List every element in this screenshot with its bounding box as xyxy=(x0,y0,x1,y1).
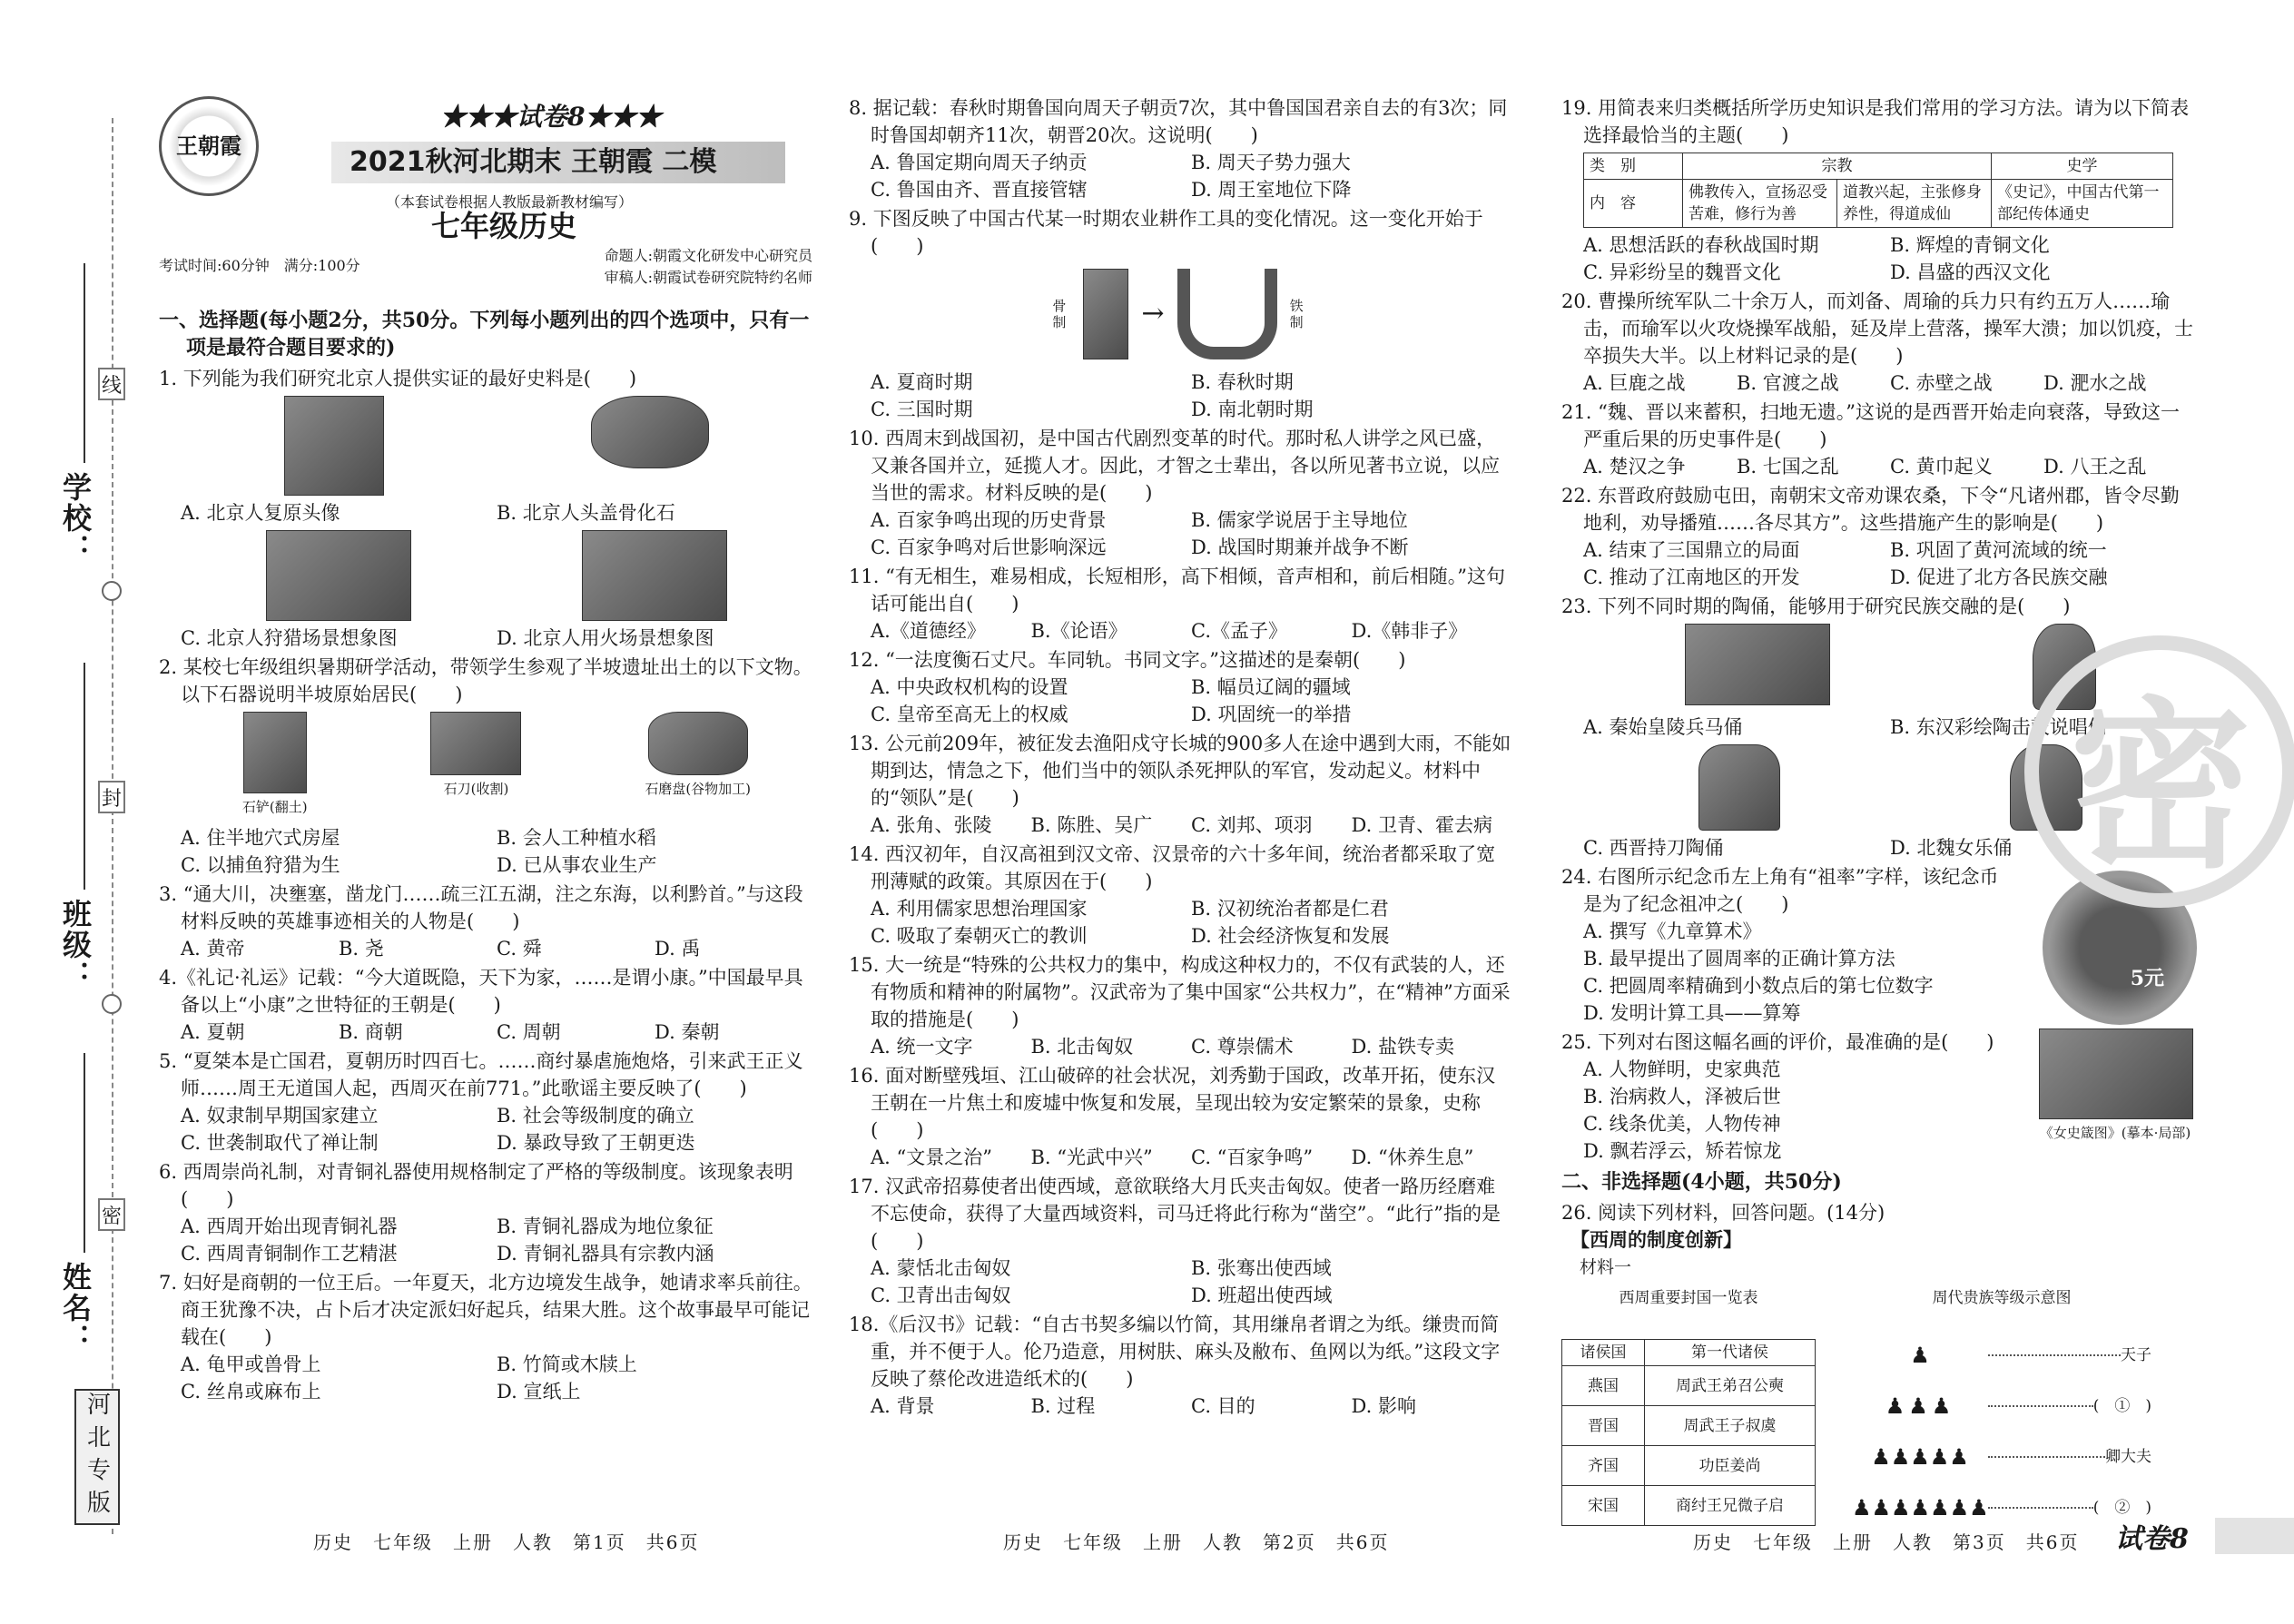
table-header: 宗教 xyxy=(1683,153,1992,180)
table-cell: 晋国 xyxy=(1562,1406,1645,1446)
hierarchy-diagram xyxy=(1852,1284,2151,1533)
question-stem: 22. 东晋政府鼓励屯田，南朝宋文帝劝课农桑，下令“凡诸州郡，皆令尽勤地利，劝导播殖……各尽其方”。这些措施产生的影响是( ) xyxy=(1561,485,2180,534)
question-stem: 20. 曹操所统军队二十余万人，而刘备、周瑜的兵力只有约五万人……瑜击，而瑜军以火攻烧操军战船，延及岸上营落，操军大溃；加以饥疫，士卒损失大半。以上材料记录的是( ) xyxy=(1561,290,2193,367)
options xyxy=(1561,536,2197,591)
option-c[interactable]: C. 北京人狩猎场景想象图 xyxy=(181,627,398,649)
binding-dashed-line xyxy=(112,118,113,1534)
question-20 xyxy=(1561,288,2197,397)
image-caption: 石刀(收割) xyxy=(443,781,509,797)
question-19 xyxy=(1561,94,2197,286)
figure-icon: ♟♟♟ xyxy=(1885,1393,1955,1419)
question-stem: 13. 公元前209年，被征发去渔阳戍守长城的900多人在途中遇到大雨，不能如期到达，情急之下，他们当中的领队杀死押队的军官，发动起义。材料中的“领队”是( ) xyxy=(849,733,1511,809)
option-c[interactable]: C. 尊崇儒术 xyxy=(1191,1036,1294,1058)
name-label: 姓名： xyxy=(58,1262,93,1354)
topic-heading: 【西周的制度创新】 xyxy=(1570,1228,1742,1251)
options xyxy=(849,507,1511,561)
options xyxy=(1561,1056,2015,1165)
page-footer-2: 历史 七年级 上册 人教 第2页 共6页 xyxy=(1003,1531,1390,1553)
option-d[interactable]: D. 社会经济恢复和发展 xyxy=(1191,925,1390,947)
option-d[interactable]: D. 卫青、霍去病 xyxy=(1351,814,1492,836)
option-d[interactable]: D. 周王室地位下降 xyxy=(1191,179,1352,201)
option-a[interactable]: A. 鲁国定期向周天子纳贡 xyxy=(871,152,1088,173)
question-stem: 10. 西周末到战国初，是中国古代剧烈变革的时代。那时私人讲学之风已盛，又兼各国并立，延揽人才。因此，才智之士辈出，各以所见著书立说，以应当世的需求。材料反映的是( ) xyxy=(849,428,1500,504)
option-a[interactable]: A. 中央政权机构的设置 xyxy=(871,676,1068,698)
main-title: 2021秋河北期末 王朝霞 二模 xyxy=(331,142,785,183)
grinding-slab xyxy=(645,712,751,821)
option-c[interactable]: C. 推动了江南地区的开发 xyxy=(1583,566,1800,588)
figure-icon: ♟♟♟♟♟♟♟ xyxy=(1852,1495,1989,1521)
option-a[interactable]: A. 蒙恬北击匈奴 xyxy=(871,1257,1011,1279)
option-b[interactable]: B. 北击匈奴 xyxy=(1030,1036,1134,1058)
option-a[interactable]: A. 人物鲜明，史家典范 xyxy=(1583,1058,1781,1080)
edition-badge: 河北专版 xyxy=(74,1389,120,1525)
subject-title: 七年级历史 xyxy=(431,209,577,243)
options xyxy=(849,1144,1511,1171)
options xyxy=(159,824,812,879)
fire-scene-image xyxy=(582,530,727,621)
table-row-label: 内 容 xyxy=(1584,180,1683,228)
option-d[interactable]: D. 盐铁专卖 xyxy=(1351,1036,1454,1058)
table-header: 史学 xyxy=(1992,153,2173,180)
question-8 xyxy=(849,94,1511,203)
option-b[interactable]: B. 社会等级制度的确立 xyxy=(497,1105,694,1127)
iron-tool-image xyxy=(1177,269,1277,359)
table-header: 第一代诸侯 xyxy=(1645,1340,1816,1366)
bust-image xyxy=(284,396,384,496)
corner-strip xyxy=(2215,1518,2294,1554)
table-row xyxy=(1562,1446,1816,1486)
table-cell: 《史记》，中国古代第一部纪传体通史 xyxy=(1992,180,2173,228)
option-b[interactable]: B. 东汉彩绘陶击鼓说唱俑 xyxy=(1890,716,2107,738)
question-stem: 14. 西汉初年，自汉高祖到汉文帝、汉景帝的六十多年间，统治者都采取了宽刑薄赋的政策。其原因在于( ) xyxy=(849,843,1496,892)
option-c[interactable]: C. 世袭制取代了禅让制 xyxy=(181,1132,379,1154)
table-row xyxy=(1562,1486,1816,1526)
edition-note: （本套试卷根据人教版最新教材编写） xyxy=(386,193,634,211)
option-c[interactable]: C. 皇帝至高无上的权威 xyxy=(871,704,1068,725)
option-b[interactable]: B.《论语》 xyxy=(1030,620,1127,642)
material-figures xyxy=(1561,1284,2197,1533)
question-26 xyxy=(1561,1199,2197,1533)
school-label: 学校： xyxy=(58,472,93,565)
question-stem: 16. 面对断壁残垣、江山破碎的社会状况，刘秀勤于国政，改革开拓，使东汉王朝在一片焦土和废墟中恢复和发展，呈现出较为安定繁荣的景象，史称( ) xyxy=(849,1065,1496,1141)
hierarchy-diagram-title: 周代贵族等级示意图 xyxy=(1932,1289,2072,1307)
table-row xyxy=(1562,1406,1816,1446)
question-stem: 3. “通大川，决壅塞，凿龙门……疏三江五湖，注之东海，以利黔首。”与这段材料反映的英雄事迹相关的人物是( ) xyxy=(159,883,803,932)
option-b[interactable]: B. 青铜礼器成为地位象征 xyxy=(497,1216,714,1237)
option-d[interactable]: D. 促进了北方各民族交融 xyxy=(1890,566,2108,588)
options xyxy=(849,369,1511,423)
binding-mark-line: 线 xyxy=(98,368,125,400)
exam-credits xyxy=(605,245,812,289)
option-b[interactable]: B. 商朝 xyxy=(339,1021,403,1043)
option-c[interactable]: C.《孟子》 xyxy=(1191,620,1287,642)
option-b[interactable]: B. 过程 xyxy=(1030,1395,1096,1417)
option-b[interactable]: B. 七国之乱 xyxy=(1737,456,1839,477)
option-c[interactable]: C. 线条优美，人物传神 xyxy=(1583,1113,1781,1135)
binding-hole xyxy=(102,994,122,1014)
table-cell: 佛教传入，宣扬忍受苦难，修行为善 xyxy=(1683,180,1837,228)
option-a[interactable]: A. 巨鹿之战 xyxy=(1583,372,1686,394)
iron-tool-label: 铁制 xyxy=(1289,298,1304,330)
hunting-scene-image xyxy=(266,530,411,621)
options xyxy=(1561,453,2197,480)
option-d[interactable]: D. 八王之乱 xyxy=(2043,456,2147,477)
option-d[interactable]: D. 宣纸上 xyxy=(497,1381,581,1403)
option-c[interactable]: C. 把圆周率精确到小数点后的第七位数字 xyxy=(1583,975,1934,997)
coin-value: 5元 xyxy=(2130,967,2164,990)
painting-caption: 《女史箴图》(摹本·局部) xyxy=(2039,1125,2191,1141)
question-stem: 23. 下列不同时期的陶俑，能够用于研究民族交融的是( ) xyxy=(1561,595,2071,617)
question-3 xyxy=(159,881,812,962)
bone-tool-image xyxy=(1083,269,1128,359)
question-stem: 4.《礼记·礼运》记载：“今大道既隐，天下为家，……是谓小康。”中国最早具备以上“小康”之世特征的王朝是( ) xyxy=(159,967,803,1016)
option-c[interactable]: C. 刘邦、项羽 xyxy=(1191,814,1313,836)
options xyxy=(1561,369,2197,397)
option-a[interactable]: A. 黄帝 xyxy=(181,938,245,960)
option-b[interactable]: B. 周天子势力强大 xyxy=(1191,152,1351,173)
painting-figure xyxy=(2033,1029,2197,1147)
option-d[interactable]: D. 已从事农业生产 xyxy=(497,854,657,876)
question-6 xyxy=(159,1158,812,1267)
figure-icon: ♟ xyxy=(1910,1343,1930,1368)
hierarchy-level xyxy=(1852,1381,2151,1432)
question-stem: 24. 右图所示纪念币左上角有“祖率”字样，该纪念币是为了纪念祖冲之( ) xyxy=(1561,866,1999,915)
question-stem: 26. 阅读下列材料，回答问题。(14分) xyxy=(1561,1202,1885,1224)
option-d[interactable]: D. 暴政导致了王朝更迭 xyxy=(497,1132,695,1154)
publisher-logo xyxy=(159,96,259,196)
option-a[interactable]: A. 夏朝 xyxy=(181,1021,245,1043)
options xyxy=(849,1393,1511,1420)
option-a[interactable]: A. 北京人复原头像 xyxy=(181,502,340,524)
question-7 xyxy=(159,1269,812,1405)
question-stem: 1. 下列能为我们研究北京人提供实证的最好史料是( ) xyxy=(159,368,637,389)
options xyxy=(159,1102,812,1156)
paper-number: ★★★试卷8★★★ xyxy=(440,102,662,132)
options xyxy=(849,812,1511,839)
stone-knife-image xyxy=(430,712,521,775)
option-b[interactable]: B. “光武中兴” xyxy=(1030,1147,1153,1168)
question-14 xyxy=(849,841,1511,950)
option-a[interactable]: A. 统一文字 xyxy=(871,1036,973,1058)
option-c[interactable]: C. 舜 xyxy=(497,938,542,960)
question-stem: 12. “一法度衡石丈尺。车同轨。书同文字。”这描述的是秦朝( ) xyxy=(849,649,1406,671)
hierarchy-level xyxy=(1852,1330,2151,1381)
dotted-leader xyxy=(1988,1456,2105,1458)
option-b[interactable]: B. 最早提出了圆周率的正确计算方法 xyxy=(1583,948,1895,969)
option-c[interactable]: C. 周朝 xyxy=(497,1021,561,1043)
fief-table xyxy=(1561,1339,1816,1526)
column-page-1 xyxy=(159,91,812,1407)
option-a[interactable]: A. 楚汉之争 xyxy=(1583,456,1686,477)
option-b[interactable]: B. 官渡之战 xyxy=(1737,372,1839,394)
options xyxy=(1561,918,2033,1027)
bone-tool-label: 骨制 xyxy=(1052,298,1067,330)
binding-mark-secret: 密 xyxy=(98,1198,125,1231)
image-row xyxy=(159,530,812,621)
table-cell: 齐国 xyxy=(1562,1446,1645,1486)
options xyxy=(849,149,1511,203)
credit-author: 命题人:朝霞文化研发中心研究员 xyxy=(604,247,812,264)
name-field-line[interactable] xyxy=(84,1053,85,1253)
option-a[interactable]: A. 龟甲或兽骨上 xyxy=(181,1353,321,1375)
logo-text: 王朝霞 xyxy=(176,133,241,159)
option-b[interactable]: B. 竹简或木牍上 xyxy=(497,1353,637,1375)
question-stem: 25. 下列对右图这幅名画的评价，最准确的是( ) xyxy=(1561,1031,1994,1053)
painting-image xyxy=(2039,1029,2193,1119)
table-header: 类 别 xyxy=(1584,153,1683,180)
page-footer-1: 历史 七年级 上册 人教 第1页 共6页 xyxy=(313,1531,700,1553)
question-2 xyxy=(159,654,812,879)
question-stem: 21. “魏、晋以来蓄积，扫地无遗。”这说的是西晋开始走向衰落，导致这一严重后果的历史事件是( ) xyxy=(1561,401,2181,450)
option-a[interactable]: A. 奴隶制早期国家建立 xyxy=(181,1105,379,1127)
page-footer-3: 历史 七年级 上册 人教 第3页 共6页 xyxy=(1693,1531,2080,1553)
arrow-right-icon: → xyxy=(1141,298,1165,330)
option-d[interactable]: D. 北京人用火场景想象图 xyxy=(497,627,714,649)
stone-spade xyxy=(242,712,308,821)
terracotta-army-image xyxy=(1685,624,1830,705)
table-row xyxy=(1562,1366,1816,1406)
question-9 xyxy=(849,205,1511,423)
option-d[interactable]: D. 发明计算工具——算筹 xyxy=(1583,1002,1801,1024)
dotted-leader xyxy=(1988,1354,2121,1356)
option-a[interactable]: A. 张角、张陵 xyxy=(871,814,992,836)
option-d[interactable]: D. 战国时期兼并战争不断 xyxy=(1191,536,1409,558)
option-d[interactable]: D. 青铜礼器具有宗教内涵 xyxy=(497,1243,714,1265)
option-b[interactable]: B. 儒家学说居于主导地位 xyxy=(1191,509,1408,531)
question-4 xyxy=(159,964,812,1046)
option-c[interactable]: C. 赤壁之战 xyxy=(1890,372,1993,394)
question-25 xyxy=(1561,1029,2197,1165)
option-b[interactable]: B. 北京人头盖骨化石 xyxy=(497,502,675,524)
fief-table-title: 西周重要封国一览表 xyxy=(1619,1289,1758,1307)
question-stem: 15. 大一统是“特殊的公共权力的集中，构成这种权力的，不仅有武装的人，还有物质和精神的附属物”。汉武帝为了集中国家“公共权力”，在“精神”方面采取的措施是( ) xyxy=(849,954,1511,1030)
option-b[interactable]: B. 春秋时期 xyxy=(1191,371,1294,393)
options xyxy=(159,625,812,652)
option-a[interactable]: A. 夏商时期 xyxy=(871,371,973,393)
option-d[interactable]: D. 北魏女乐俑 xyxy=(1890,837,2013,859)
hierarchy-level xyxy=(1852,1432,2151,1482)
options xyxy=(159,1213,812,1267)
option-d[interactable]: D. 昌盛的西汉文化 xyxy=(1890,261,2051,283)
option-d[interactable]: D. 影响 xyxy=(1351,1395,1416,1417)
options xyxy=(849,1255,1511,1309)
option-b[interactable]: B. 治病救人，泽被后世 xyxy=(1583,1086,1781,1107)
option-c[interactable]: C. 吸取了秦朝灭亡的教训 xyxy=(871,925,1088,947)
options xyxy=(849,674,1511,728)
image-row xyxy=(159,396,812,496)
option-d[interactable]: D. 禹 xyxy=(655,938,701,960)
question-15 xyxy=(849,951,1511,1060)
summary-table xyxy=(1583,153,2173,228)
exam-meta: 考试时间:60分钟 满分:100分 xyxy=(159,257,360,274)
question-stem: 19. 用简表来归类概括所学历史知识是我们常用的学习方法。请为以下简表选择最恰当的主题( ) xyxy=(1561,97,2190,146)
grinding-slab-image xyxy=(648,712,748,775)
question-stem: 7. 妇好是商朝的一位王后。一年夏天，北方边境发生战争，她请求率兵前往。商王犹豫不决，占卜后才决定派妇好起兵，结果大胜。这个故事最早可能记载在( ) xyxy=(159,1272,812,1348)
question-18 xyxy=(849,1311,1511,1420)
question-10 xyxy=(849,425,1511,561)
options xyxy=(1561,231,2197,286)
option-c[interactable]: C. “百家争鸣” xyxy=(1191,1147,1314,1168)
option-c[interactable]: C. 三国时期 xyxy=(871,399,973,420)
options xyxy=(159,935,812,962)
question-stem: 5. “夏桀本是亡国君，夏朝历时四百七。……商纣暴虐施炮烙，引来武王正义师……周王无道国人起，西周灭在前771。”此歌谣主要反映了( ) xyxy=(159,1050,803,1099)
exam-header xyxy=(159,91,812,300)
option-b[interactable]: B. 汉初统治者都是仁君 xyxy=(1191,898,1389,920)
option-a[interactable]: A. “文景之治” xyxy=(871,1147,992,1168)
option-d[interactable]: D. 秦朝 xyxy=(655,1021,720,1043)
option-a[interactable]: A. 利用儒家思想治理国家 xyxy=(871,898,1088,920)
option-c[interactable]: C. 异彩纷呈的魏晋文化 xyxy=(1583,261,1781,283)
table-cell: 燕国 xyxy=(1562,1366,1645,1406)
question-stem: 11. “有无相生，难易相成，长短相形，高下相倾，音声相和，前后相随。”这句话可能出自( ) xyxy=(849,566,1506,615)
option-a[interactable]: A. 住半地穴式房屋 xyxy=(181,827,340,849)
figure-icon: ♟♟♟♟♟ xyxy=(1871,1444,1969,1470)
option-d[interactable]: D.《韩非子》 xyxy=(1351,620,1468,642)
option-a[interactable]: A. 撰写《九章算术》 xyxy=(1583,920,1762,942)
option-d[interactable]: D. 淝水之战 xyxy=(2043,372,2147,394)
option-a[interactable]: A.《道德经》 xyxy=(871,620,986,642)
options xyxy=(159,499,812,527)
credit-reviewer: 审稿人:朝霞试卷研究院特约名师 xyxy=(604,269,812,286)
option-c[interactable]: C. 丝帛或麻布上 xyxy=(181,1381,321,1403)
question-stem: 17. 汉武帝招募使者出使西域，意欲联络大月氏夹击匈奴。使者一路历经磨难不忘使命，获得了大量西域资料，司马迁将此行称为“凿空”。“此行”指的是( ) xyxy=(849,1176,1501,1252)
option-b[interactable]: B. 巩固了黄河流域的统一 xyxy=(1890,539,2107,561)
image-caption: 石铲(翻土) xyxy=(241,799,308,815)
table-cell: 周武王弟召公奭 xyxy=(1645,1366,1816,1406)
image-row xyxy=(159,712,812,821)
question-16 xyxy=(849,1062,1511,1171)
table-cell: 道教兴起，主张修身养性，得道成仙 xyxy=(1837,180,1992,228)
level-label: 卿大夫 xyxy=(2105,1448,2151,1466)
question-1 xyxy=(159,365,812,652)
option-b[interactable]: B. 陈胜、吴广 xyxy=(1030,814,1153,836)
paper-tag: 试卷8 xyxy=(2115,1523,2189,1555)
option-d[interactable]: D. 南北朝时期 xyxy=(1191,399,1314,420)
question-5 xyxy=(159,1048,812,1156)
table-cell: 商纣王兄微子启 xyxy=(1645,1486,1816,1526)
watermark-seal: 密 xyxy=(2024,635,2294,908)
option-b[interactable]: B. 会人工种植水稻 xyxy=(497,827,656,849)
option-b[interactable]: B. 幅员辽阔的疆域 xyxy=(1191,676,1351,698)
sword-figurine-image xyxy=(1698,744,1780,831)
option-a[interactable]: A. 西周开始出现青铜礼器 xyxy=(181,1216,398,1237)
option-d[interactable]: D. 班超出使西域 xyxy=(1191,1284,1333,1306)
material-label: 材料一 xyxy=(1580,1257,1632,1277)
table-cell: 宋国 xyxy=(1562,1486,1645,1526)
level-label: ( ② ) xyxy=(2092,1499,2151,1517)
skull-image xyxy=(591,396,709,468)
option-c[interactable]: C. 目的 xyxy=(1191,1395,1255,1417)
option-c[interactable]: C. 百家争鸣对后世影响深远 xyxy=(871,536,1107,558)
section-heading: 二、非选择题(4小题，共50分) xyxy=(1561,1170,1842,1194)
binding-mark-seal: 封 xyxy=(98,781,125,813)
image-caption: 石磨盘(谷物加工) xyxy=(645,781,752,797)
hierarchy-level xyxy=(1852,1482,2151,1533)
options xyxy=(159,1019,812,1046)
options xyxy=(849,617,1511,645)
option-a[interactable]: A. 结束了三国鼎立的局面 xyxy=(1583,539,1800,561)
class-label: 班级： xyxy=(58,899,93,991)
option-d[interactable]: D. 巩固统一的举措 xyxy=(1191,704,1352,725)
option-c[interactable]: C. 黄巾起义 xyxy=(1890,456,1993,477)
option-c[interactable]: C. 鲁国由齐、晋直接管辖 xyxy=(871,179,1088,201)
question-13 xyxy=(849,730,1511,839)
question-17 xyxy=(849,1173,1511,1309)
question-12 xyxy=(849,646,1511,728)
option-b[interactable]: B. 张骞出使西域 xyxy=(1191,1257,1332,1279)
stone-knife xyxy=(430,712,521,821)
question-22 xyxy=(1561,482,2197,591)
binding-strip xyxy=(0,0,154,1624)
option-a[interactable]: A. 秦始皇陵兵马俑 xyxy=(1583,716,1743,738)
section-heading: 一、选择题(每小题2分，共50分。下列每小题列出的四个选项中，只有一项是最符合题目要求的) xyxy=(159,309,810,359)
option-b[interactable]: B. 辉煌的青铜文化 xyxy=(1890,234,2050,256)
dotted-leader xyxy=(1988,1507,2093,1509)
dotted-leader xyxy=(1988,1405,2093,1407)
table-cell: 周武王子叔虞 xyxy=(1645,1406,1816,1446)
option-c[interactable]: C. 以捕鱼狩猎为生 xyxy=(181,854,340,876)
option-a[interactable]: A. 思想活跃的春秋战国时期 xyxy=(1583,234,1819,256)
option-d[interactable]: D. 飘若浮云，矫若惊龙 xyxy=(1583,1140,1782,1162)
question-stem: 8. 据记载：春秋时期鲁国向周天子朝贡7次，其中鲁国国君亲自去的有3次；同时鲁国却朝齐11次，朝晋20次。这说明( ) xyxy=(849,97,1508,146)
option-c[interactable]: C. 西周青铜制作工艺精湛 xyxy=(181,1243,398,1265)
level-label: 天子 xyxy=(2121,1346,2151,1364)
column-page-2 xyxy=(849,94,1511,1422)
stone-spade-image xyxy=(243,712,307,793)
tool-change-figure xyxy=(849,269,1511,359)
option-a[interactable]: A. 背景 xyxy=(871,1395,935,1417)
school-field-line[interactable] xyxy=(84,263,85,463)
binding-hole xyxy=(102,581,122,601)
options xyxy=(849,1033,1511,1060)
question-stem: 6. 西周崇尚礼制，对青铜礼器使用规格制定了严格的等级制度。该现象表明( ) xyxy=(159,1161,793,1210)
options xyxy=(159,1351,812,1405)
table-cell: 功臣姜尚 xyxy=(1645,1446,1816,1486)
option-b[interactable]: B. 尧 xyxy=(339,938,384,960)
class-field-line[interactable] xyxy=(84,663,85,890)
option-d[interactable]: D. “休养生息” xyxy=(1351,1147,1474,1168)
option-a[interactable]: A. 百家争鸣出现的历史背景 xyxy=(871,509,1107,531)
fief-table-block xyxy=(1561,1284,1816,1533)
option-c[interactable]: C. 西晋持刀陶俑 xyxy=(1583,837,1724,859)
option-c[interactable]: C. 卫青出击匈奴 xyxy=(871,1284,1011,1306)
question-stem: 9. 下图反映了中国古代某一时期农业耕作工具的变化情况。这一变化开始于( ) xyxy=(849,208,1483,257)
table-header: 诸侯国 xyxy=(1562,1340,1645,1366)
options xyxy=(849,895,1511,950)
question-21 xyxy=(1561,399,2197,480)
question-11 xyxy=(849,563,1511,645)
question-stem: 18.《后汉书》记载：“自古书契多编以竹简，其用缣帛者谓之为纸。缣贵而简重，并不便于人。伦乃造意，用树肤、麻头及敝布、鱼网以为纸。”这段文字反映了蔡伦改进造纸术的( ) xyxy=(849,1314,1501,1390)
level-label: ( ① ) xyxy=(2092,1397,2151,1415)
question-stem: 2. 某校七年级组织暑期研学活动，带领学生参观了半坡遗址出土的以下文物。以下石器说明半坡原始居民( ) xyxy=(159,656,812,705)
